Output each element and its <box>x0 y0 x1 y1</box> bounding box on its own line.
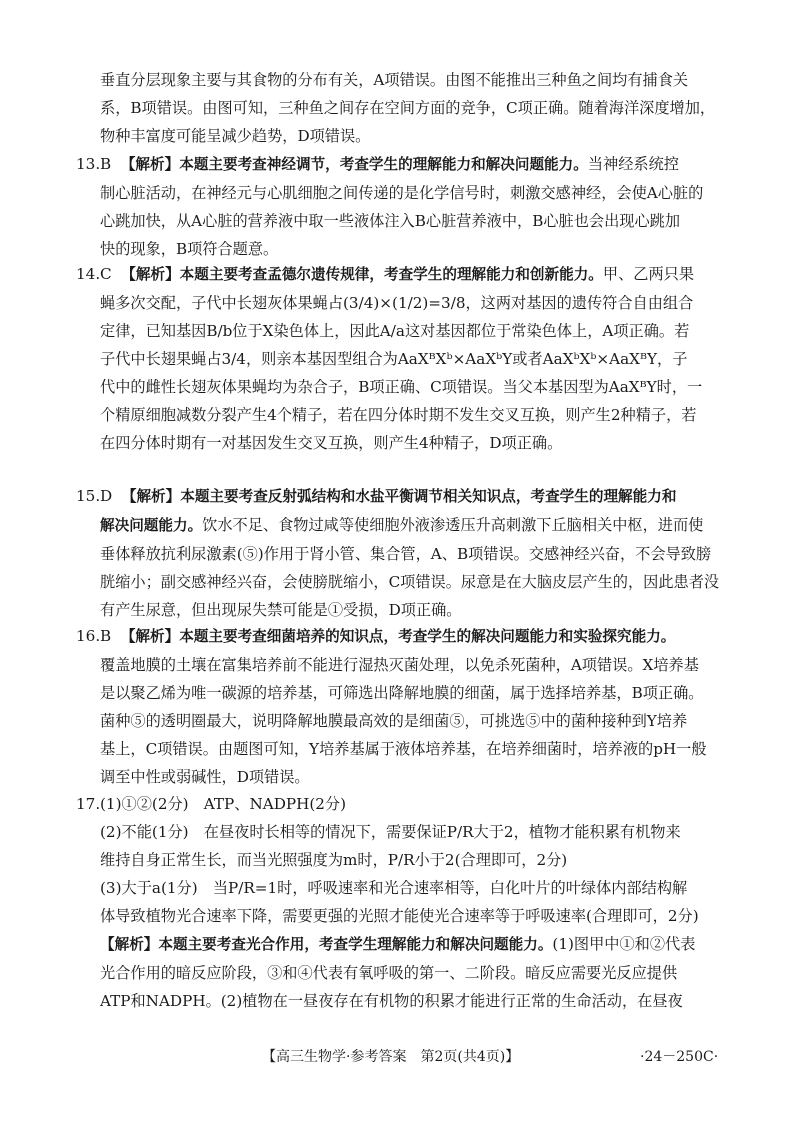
text-line: 制心脏活动，在神经元与心肌细胞之间传递的是化学信号时，刺激交感神经，会使A心脏的 <box>100 184 704 202</box>
analysis-tag-cont: 解决问题能力。 <box>100 517 203 534</box>
text-line: 饮水不足、食物过咸等使细胞外液渗透压升高刺激下丘脑相关中枢，进而使 <box>202 516 704 534</box>
intro-paragraph <box>100 66 732 150</box>
question-13 <box>76 150 732 263</box>
analysis-tag: 【解析】本题主要考查反射弧结构和水盐平衡调节相关知识点，考查学生的理解能力和 <box>121 488 677 505</box>
question-number: 17. <box>76 795 101 813</box>
analysis-tag: 【解析】本题主要考查孟德尔遗传规律，考查学生的理解能力和创新能力。 <box>121 266 603 283</box>
footer-code: ·24－250C· <box>640 1049 719 1065</box>
question-number: 14. <box>76 265 101 283</box>
question-17 <box>76 790 732 1015</box>
text-line: 是以聚乙烯为唯一碳源的培养基，可筛选出降解地膜的细菌，属于选择培养基，B项正确。 <box>100 684 704 702</box>
analysis-tag: 【解析】本题主要考查神经调节，考查学生的理解能力和解决问题能力。 <box>120 156 588 173</box>
text-line: 定律，已知基因B/b位于X染色体上，因此A/a这对基因都位于常染色体上，A项正确。若 <box>100 322 690 340</box>
analysis-tag: 【解析】本题主要考查细菌培养的知识点，考查学生的解决问题能力和实验探究能力。 <box>120 628 676 645</box>
text-line: (1)①②(2分) ATP、NADPH(2分) <box>100 795 347 813</box>
text-line: 覆盖地膜的土壤在富集培养前不能进行湿热灭菌处理，以免杀死菌种，A项错误。X培养基 <box>100 656 699 674</box>
question-15 <box>76 482 732 624</box>
footer-title: 【高三生物学·参考答案 第2页(共4页)】 <box>262 1049 520 1065</box>
text-line: 系，B项错误。由图可知，三种鱼之间存在空间方面的竞争，C项正确。随着海洋深度增加， <box>100 99 716 117</box>
text-line: 代中的雌性长翅灰体果蝇均为杂合子，B项正确、C项错误。当父本基因型为AaXᴮY时，一 <box>100 378 703 396</box>
text-line: (2)不能(1分) 在昼夜时长相等的情况下，需要保证P/R大于2，植物才能积累有机物来 <box>100 823 681 841</box>
analysis-tag: 【解析】本题主要考查光合作用，考查学生理解能力和解决问题能力。 <box>100 936 553 953</box>
answer-letter: B <box>100 155 112 173</box>
text-line: (1)图甲中①和②代表 <box>552 935 696 953</box>
text-line: 蝇多次交配，子代中长翅灰体果蝇占(3/4)×(1/2)=3/8，这两对基因的遗传符合自由组合 <box>100 294 694 312</box>
question-number: 13. <box>76 155 101 173</box>
text-line: 调至中性或弱碱性，D项错误。 <box>100 768 310 786</box>
text-line: 垂体释放抗利尿激素(⑤)作用于肾小管、集合管，A、B项错误。交感神经兴奋，不会导致膀 <box>100 545 712 563</box>
text-line: 快的现象，B项符合题意。 <box>100 240 279 258</box>
question-16 <box>76 622 732 791</box>
text-line: 在四分体时期有一对基因发生交叉互换，则产生4种精子，D项正确。 <box>100 434 563 452</box>
text-line: 有产生尿意，但出现尿失禁可能是①受损，D项正确。 <box>100 601 462 619</box>
text-line: 光合作用的暗反应阶段，③和④代表有氧呼吸的第一、二阶段。暗反应需要光反应提供 <box>100 964 678 982</box>
text-line: 心跳加快，从A心脏的营养液中取一些液体注入B心脏营养液中，B心脏也会出现心跳加 <box>100 212 681 230</box>
question-14 <box>76 260 732 457</box>
text-line: 维持自身正常生长，而当光照强度为m时，P/R小于2(合理即可，2分) <box>100 851 568 869</box>
text-line: (3)大于a(1分) 当P/R=1时，呼吸速率和光合速率相等，白化叶片的叶绿体内部结构解 <box>100 879 688 897</box>
text-line: 物种丰富度可能呈减少趋势，D项错误。 <box>100 127 371 145</box>
page-footer <box>0 1042 794 1070</box>
text-line: 子代中长翅果蝇占3/4，则亲本基因型组合为AaXᴮXᵇ×AaXᵇY或者AaXᵇXᵇ×AaXᴮY，子 <box>100 350 688 368</box>
text-line: 基上，C项错误。由题图可知，Y培养基属于液体培养基，在培养细菌时，培养液的pH一般 <box>100 740 707 758</box>
answer-letter: B <box>100 627 112 645</box>
text-line: 菌种⑤的透明圈最大，说明降解地膜最高效的是细菌⑤，可挑选⑤中的菌种接种到Y培养 <box>100 712 688 730</box>
text-line: 当神经系统控 <box>587 155 679 173</box>
text-line: 甲、乙两只果 <box>602 265 695 283</box>
text-line: 体导致植物光合速率下降，需要更强的光照才能使光合速率等于呼吸速率(合理即可，2分) <box>100 907 699 925</box>
text-line: 个精原细胞减数分裂产生4个精子，若在四分体时期不发生交叉互换，则产生2种精子，若 <box>100 406 697 424</box>
question-number: 16. <box>76 627 101 645</box>
question-number: 15. <box>76 487 101 505</box>
text-line: ATP和NADPH。(2)植物在一昼夜存在有机物的积累才能进行正常的生命活动，在昼夜 <box>100 992 683 1010</box>
text-line: 垂直分层现象主要与其食物的分布有关，A项错误。由图不能推出三种鱼之间均有捕食关 <box>100 71 689 89</box>
answer-letter: C <box>100 265 112 283</box>
answer-letter: D <box>100 487 113 505</box>
text-line: 胱缩小；副交感神经兴奋，会使膀胱缩小，C项错误。尿意是在大脑皮层产生的，因此患者没 <box>100 573 720 591</box>
